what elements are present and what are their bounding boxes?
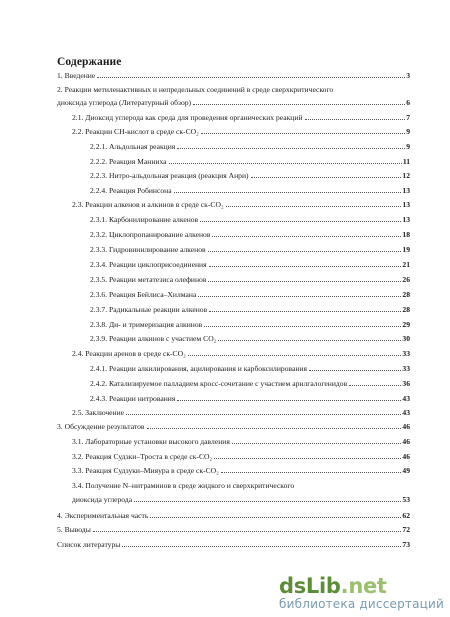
toc-entry-page: 6 (406, 98, 410, 107)
toc-leader (174, 192, 402, 193)
toc-entry-page: 12 (402, 171, 410, 180)
toc-entry-text: 2.2.2. Реакция Манниха (90, 157, 167, 166)
toc-entry-text: 2.2.4. Реакция Робинсона (90, 186, 172, 195)
toc-leader (122, 546, 401, 547)
toc-entry-text: 2.3.6. Реакция Бейлиса–Хилмана (90, 290, 197, 299)
toc-entry-text: диоксида углерода (72, 495, 133, 504)
toc-leader (193, 104, 405, 105)
toc-leader (134, 501, 401, 502)
toc-entry-text: 2. Реакции метиленактивных и непредельных соединений в среде сверхкритического (57, 85, 334, 94)
toc-entry-text: 4. Экспериментальная часть (57, 511, 149, 520)
toc-leader (251, 177, 402, 178)
toc-entry-page: 19 (402, 245, 410, 254)
toc-entry-text: 2.2.3. Нитро-альдольная реакция (реакция Анри) (90, 171, 249, 180)
toc-entry-text: 2.4.3. Реакции нитрования (90, 394, 176, 403)
toc-entry-page: 3 (406, 71, 410, 80)
toc-entry[interactable] (57, 524, 410, 535)
toc-entry-page: 72 (402, 525, 410, 534)
toc-entry[interactable] (57, 70, 410, 81)
toc-entry-text: 2.4. Реакции аренов в среде ск-СО₂ (72, 349, 186, 358)
toc-entry-page: 13 (402, 215, 410, 224)
watermark-logo (279, 575, 444, 597)
toc-entry[interactable] (90, 259, 410, 270)
toc-entry-page: 53 (402, 495, 410, 504)
toc-entry[interactable] (72, 348, 410, 359)
toc-entry[interactable] (90, 289, 410, 300)
toc-leader (305, 119, 406, 120)
toc-entry-text: 2.3. Реакции алкенов и алкинов в среде ск-СО₂ (72, 200, 224, 209)
toc-leader (309, 370, 401, 371)
toc-entry-page: 26 (402, 275, 410, 284)
toc-entry-page: 49 (402, 466, 410, 475)
toc-entry-page: 9 (406, 142, 410, 151)
toc-entry[interactable] (72, 451, 410, 462)
toc-entry-text: 2.3.3. Гидровинилирование алкенов (90, 245, 206, 254)
toc-entry-page: 30 (402, 334, 410, 343)
toc-leader (209, 311, 401, 312)
toc-leader (214, 458, 401, 459)
toc-leader (126, 414, 401, 415)
watermark-logo-tld: .net (340, 574, 387, 598)
toc-entry-page: 43 (402, 394, 410, 403)
toc-entry-page: 36 (402, 379, 410, 388)
toc-entry-text: 2.5. Заключение (72, 408, 125, 417)
toc-leader (169, 163, 402, 164)
toc-entry-page: 28 (402, 305, 410, 314)
toc-leader (200, 221, 401, 222)
toc-leader (226, 206, 402, 207)
toc-entry-page: 18 (402, 230, 410, 239)
watermark-subtitle: библиотека диссертаций (279, 597, 444, 611)
toc-entry[interactable] (90, 363, 410, 374)
toc-leader (209, 266, 402, 267)
toc-entry-text: 3. Обсуждение результатов (57, 422, 145, 431)
toc-entry-text: 2.3.8. Ди- и тримеризация алкинов (90, 320, 203, 329)
toc-entry-page: 46 (402, 422, 410, 431)
toc-entry[interactable] (90, 141, 410, 152)
toc-entry[interactable] (72, 407, 410, 418)
toc-entry[interactable] (72, 199, 410, 210)
toc-leader (177, 148, 405, 149)
toc-entry-page: 43 (402, 408, 410, 417)
toc-entry[interactable] (90, 393, 410, 404)
toc-leader (188, 355, 402, 356)
toc-entry-text: 3.1. Лабораторные установки высокого давления (72, 437, 230, 446)
toc-entry[interactable] (72, 436, 410, 447)
toc-entry[interactable] (57, 539, 410, 550)
toc-entry-page: 33 (402, 349, 410, 358)
toc-leader (150, 517, 401, 518)
toc-entry-text: 3.2. Реакция Судзки–Троста в среде ск-СО₂ (72, 452, 213, 461)
toc-entry-page: 7 (406, 113, 410, 122)
toc-leader (208, 251, 402, 252)
toc-leader (177, 400, 401, 401)
toc-entry[interactable] (90, 378, 410, 389)
toc-leader (221, 472, 402, 473)
toc-leader (147, 428, 402, 429)
toc-entry[interactable] (72, 126, 410, 137)
toc-entry-text: 2.3.1. Карбонилирование алкенов (90, 215, 199, 224)
toc-entry-page: 33 (402, 364, 410, 373)
toc-leader (218, 340, 401, 341)
toc-leader (349, 385, 401, 386)
toc-entry-text: 2.3.2. Циклопропанирование алкенов (90, 230, 211, 239)
toc-entry[interactable] (90, 185, 410, 196)
toc-entry-page: 11 (402, 157, 410, 166)
toc-leader (232, 443, 402, 444)
toc-entry-text: диоксида углерода (Литературный обзор) (57, 98, 192, 107)
toc-entry-page: 13 (402, 186, 410, 195)
toc-entry[interactable] (72, 494, 410, 505)
toc-entry[interactable] (90, 229, 410, 240)
toc-entry-text: 2.3.4. Реакции циклоприсоединения (90, 260, 207, 269)
toc-entry-text: 2.1. Диоксид углерода как среда для проведения органических реакций (72, 113, 303, 122)
toc-entry-page: 62 (402, 511, 410, 520)
toc-leader (97, 77, 405, 78)
toc-entry-page: 29 (402, 320, 410, 329)
toc-entry-page: 73 (402, 540, 410, 549)
toc-entry[interactable] (90, 274, 410, 285)
toc-entry-page: 13 (402, 200, 410, 209)
toc-entry[interactable] (90, 156, 410, 167)
toc-entry-text: Список литературы (57, 540, 121, 549)
toc-entry-text: 3.4. Получение N–нитраминов в среде жидкого и сверхкритического (72, 481, 295, 490)
toc-entry-text: 1. Введение (57, 71, 96, 80)
toc-entry-page: 9 (406, 127, 410, 136)
toc-entry[interactable] (57, 421, 410, 432)
toc-entry-page: 46 (402, 437, 410, 446)
toc-leader (198, 296, 401, 297)
toc-entry[interactable] (90, 319, 410, 330)
toc-leader (204, 326, 401, 327)
toc-entry-text: 2.3.9. Реакции алкинов с участием СО₂ (90, 334, 217, 343)
toc-entry[interactable] (72, 480, 410, 491)
toc-entry-text: 5. Выводы (57, 525, 91, 534)
toc-entry[interactable] (90, 304, 410, 315)
toc-entry-page: 28 (402, 290, 410, 299)
watermark (279, 575, 444, 611)
toc-leader (212, 236, 401, 237)
toc-entry[interactable] (90, 333, 410, 344)
toc-leader (208, 281, 401, 282)
toc-entry-text: 2.2.1. Альдольная реакция (90, 142, 176, 151)
toc-leader (201, 133, 405, 134)
toc-entry[interactable] (90, 244, 410, 255)
toc-entry[interactable] (72, 112, 410, 123)
toc-entry-text: 2.2. Реакции СН-кислот в среде ск-СО₂ (72, 127, 199, 136)
toc-entry-page: 46 (402, 452, 410, 461)
toc-entry[interactable] (57, 510, 410, 521)
toc-entry-text: 2.3.7. Радикальные реакции алкенов (90, 305, 208, 314)
toc-entry[interactable] (90, 214, 410, 225)
toc-leader (93, 531, 402, 532)
toc-title: Содержание (57, 56, 122, 68)
toc-entry[interactable] (57, 84, 410, 95)
toc-entry-text: 3.3. Реакция Судзуки–Мияура в среде ск-СО₂ (72, 466, 219, 475)
watermark-logo-main: dsLib (279, 574, 341, 598)
toc-entry[interactable] (72, 465, 410, 476)
toc-entry-text: 2.4.1. Реакции алкилирования, ацилирования и карбоксилирования (90, 364, 307, 373)
toc-entry[interactable] (57, 97, 410, 108)
toc-entry-page: 21 (402, 260, 410, 269)
toc-entry-text: 2.3.5. Реакции метатезиса олефинов (90, 275, 207, 284)
toc-entry[interactable] (90, 170, 410, 181)
toc-entry-text: 2.4.2. Катализируемое палладием кросс-сочетание с участием арилгалогенидов (90, 379, 348, 388)
